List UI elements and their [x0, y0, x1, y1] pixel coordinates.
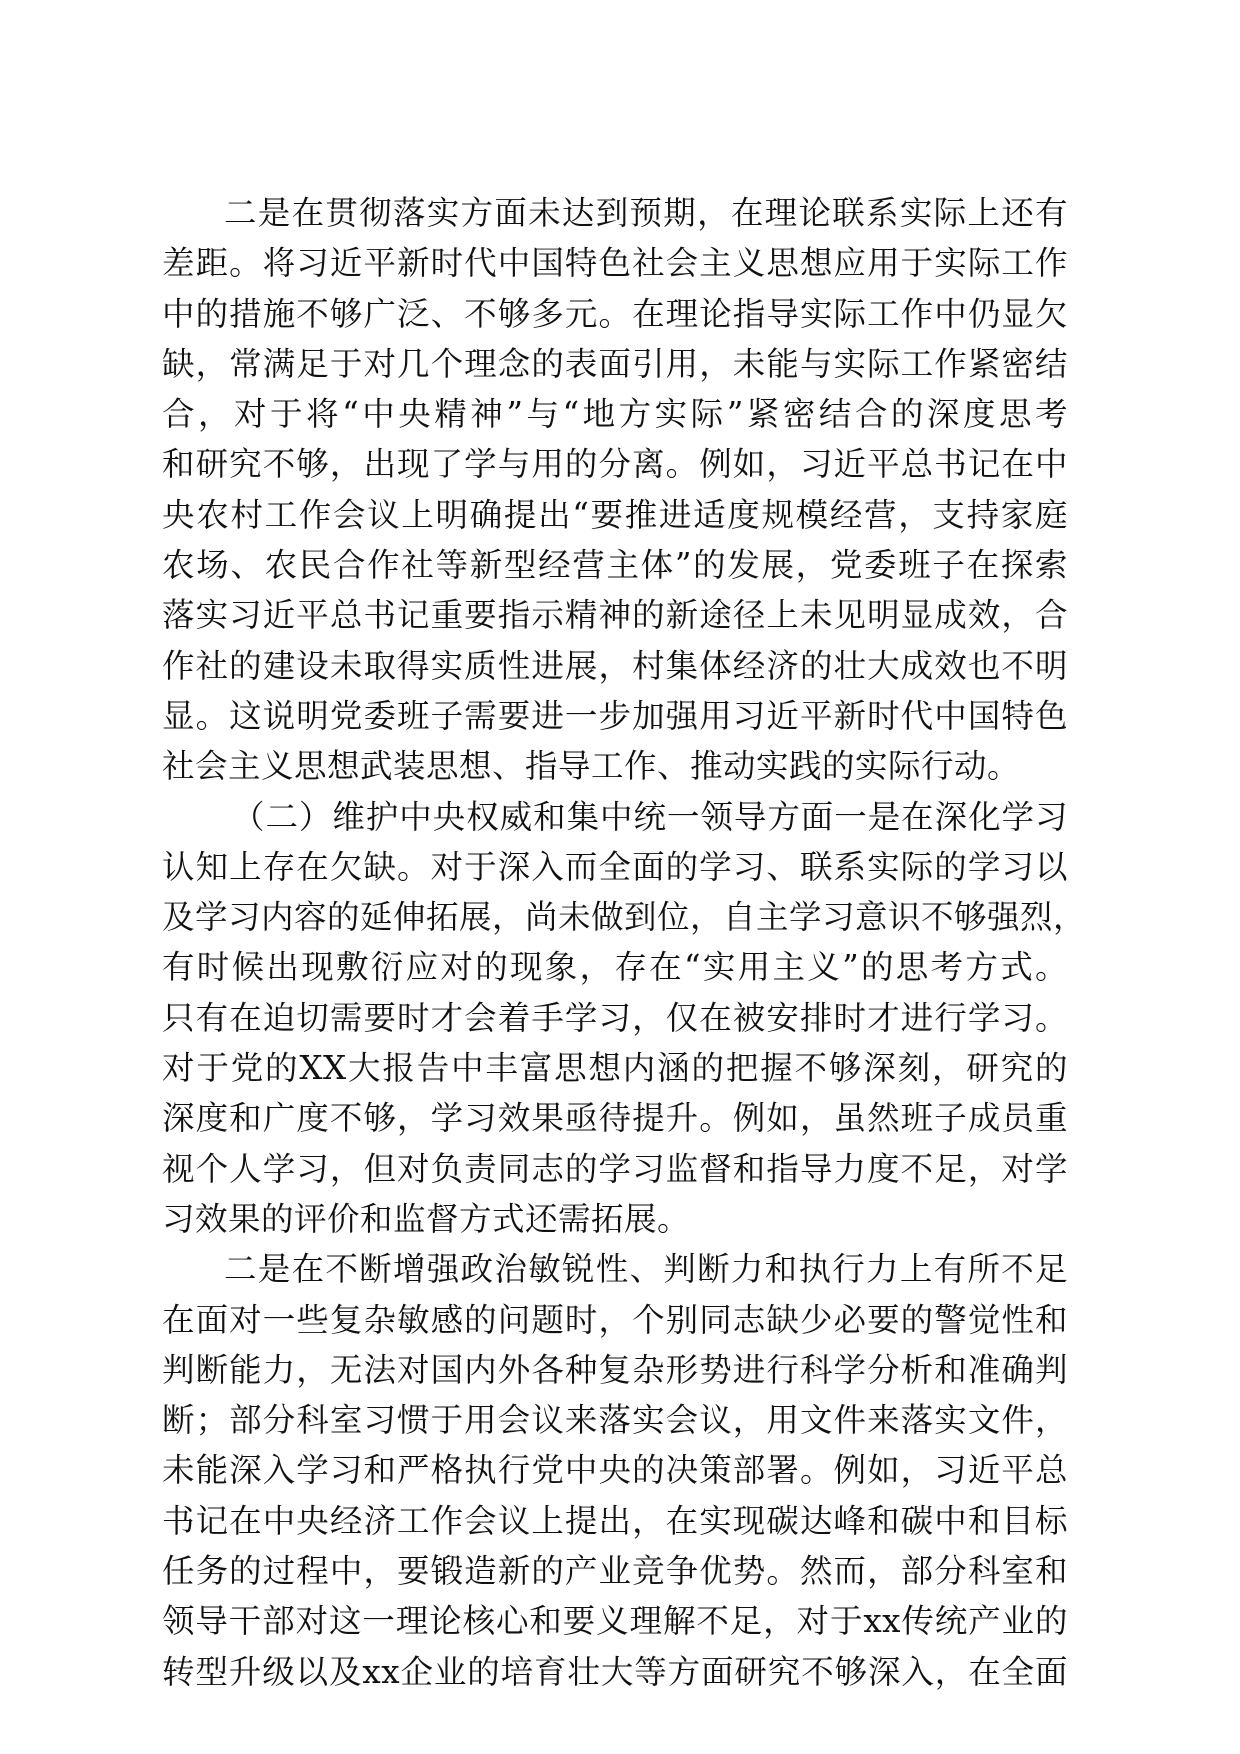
text-line: 在面对一些复杂敏感的问题时，个别同志缺少必要的警觉性和	[162, 1300, 1068, 1339]
text-line: （二）维护中央权威和集中统一领导方面一是在深化学习	[232, 797, 1068, 836]
paragraph	[162, 792, 1087, 1245]
text-line: 及学习内容的延伸拓展，尚未做到位，自主学习意识不够强烈，	[162, 898, 1087, 937]
text-line: 深度和广度不够，学习效果亟待提升。例如，虽然班子成员重	[162, 1099, 1068, 1138]
text-line: 差距。将习近平新时代中国特色社会主义思想应用于实际工作	[162, 244, 1068, 283]
text-line: 判断能力，无法对国内外各种复杂形势进行科学分析和准确判	[162, 1350, 1068, 1389]
text-line: 社会主义思想武装思想、指导工作、推动实践的实际行动。	[162, 747, 1021, 786]
text-line: 央农村工作会议上明确提出“要推进适度规模经营，支持家庭	[162, 495, 1068, 534]
text-line: 作社的建设未取得实质性进展，村集体经济的壮大成效也不明	[162, 646, 1068, 685]
paragraph	[162, 1244, 1068, 1697]
text-line: 任务的过程中，要锻造新的产业竞争优势。然而，部分科室和	[162, 1552, 1068, 1591]
text-line: 中的措施不够广泛、不够多元。在理论指导实际工作中仍显欠	[162, 294, 1068, 333]
text-line: 和研究不够，出现了学与用的分离。例如，习近平总书记在中	[162, 445, 1068, 484]
text-line: 落实习近平总书记重要指示精神的新途径上未见明显成效，合	[162, 596, 1068, 635]
text-line: 转型升级以及xx企业的培育壮大等方面研究不够深入，在全面	[162, 1652, 1068, 1691]
text-line: 对于党的XX大报告中丰富思想内涵的把握不够深刻，研究的	[162, 1049, 1068, 1088]
text-line: 未能深入学习和严格执行党中央的决策部署。例如，习近平总	[162, 1451, 1068, 1490]
text-line: 缺，常满足于对几个理念的表面引用，未能与实际工作紧密结	[162, 344, 1068, 383]
text-line: 认知上存在欠缺。对于深入而全面的学习、联系实际的学习以	[162, 847, 1068, 886]
text-line: 二是在贯彻落实方面未达到预期，在理论联系实际上还有	[224, 194, 1068, 232]
text-line: 有时候出现敷衍应对的现象，存在“实用主义”的思考方式。	[162, 948, 1068, 987]
text-line: 习效果的评价和监督方式还需拓展。	[162, 1199, 691, 1238]
text-line: 显。这说明党委班子需要进一步加强用习近平新时代中国特色	[162, 696, 1068, 735]
text-line: 断；部分科室习惯于用会议来落实会议，用文件来落实文件，	[162, 1401, 1068, 1440]
text-line: 只有在迫切需要时才会着手学习，仅在被安排时才进行学习。	[162, 998, 1068, 1037]
text-line: 领导干部对这一理论核心和要义理解不足，对于xx传统产业的	[162, 1602, 1068, 1641]
body-text	[162, 188, 1087, 1697]
text-line: 农场、农民合作社等新型经营主体”的发展，党委班子在探索	[162, 546, 1068, 585]
text-line: 二是在不断增强政治敏锐性、判断力和执行力上有所不足	[224, 1250, 1068, 1289]
text-line: 视个人学习，但对负责同志的学习监督和指导力度不足，对学	[162, 1149, 1068, 1188]
text-line: 书记在中央经济工作会议上提出，在实现碳达峰和碳中和目标	[162, 1501, 1068, 1540]
text-line: 合，对于将“中央精神”与“地方实际”紧密结合的深度思考	[162, 395, 1068, 434]
paragraph	[162, 188, 1068, 792]
